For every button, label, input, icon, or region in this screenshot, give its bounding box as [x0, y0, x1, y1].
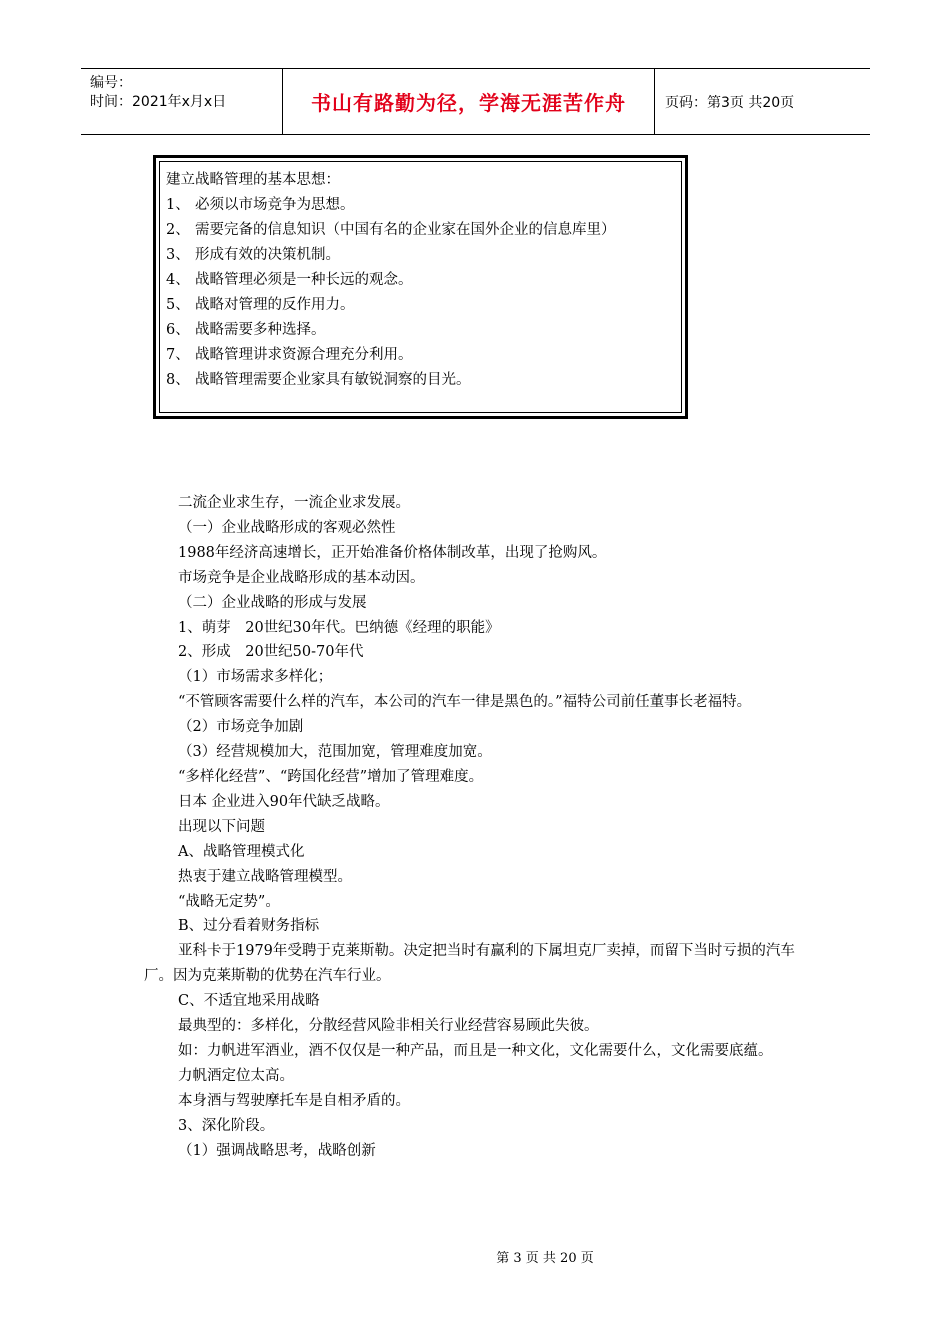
list-item: 7、 战略管理讲求资源合理充分利用。: [166, 347, 413, 363]
paragraph: （2）市场竞争加剧: [178, 719, 304, 736]
header-motto: 书山有路勤为径，学海无涯苦作舟: [283, 69, 655, 134]
number-label: 编号：: [90, 75, 132, 91]
date-label: 时间：2021年x月x日: [90, 94, 227, 110]
key-ideas-box: [153, 155, 688, 419]
paragraph: 最典型的：多样化，分散经营风险非相关行业经营容易顾此失彼。: [178, 1018, 599, 1035]
list-item: 6、 战略需要多种选择。: [166, 322, 326, 338]
paragraph: 3、深化阶段。: [178, 1117, 275, 1134]
paragraph: 亚科卡于1979年受聘于克莱斯勒。决定把当时有赢利的下属坦克厂卖掉，而留下当时亏损的汽车厂。因为克莱斯勒的优势在汽车行业。: [144, 943, 795, 985]
paragraph: 出现以下问题: [178, 818, 265, 835]
body-text: [144, 491, 809, 1163]
paragraph: 1、萌芽 20世纪30年代。巴纳德《经理的职能》: [178, 619, 500, 636]
paragraph: （1）市场需求多样化；: [178, 669, 333, 686]
paragraph: （一）企业战略形成的客观必然性: [178, 519, 396, 536]
paragraph: “多样化经营”、“跨国化经营”增加了管理难度。: [178, 768, 484, 785]
paragraph: A、战略管理模式化: [178, 843, 305, 860]
list-item: 2、 需要完备的信息知识（中国有名的企业家在国外企业的信息库里）: [166, 222, 616, 238]
paragraph: 热衷于建立战略管理模型。: [178, 868, 352, 885]
paragraph: 二流企业求生存，一流企业求发展。: [178, 495, 410, 511]
paragraph: 2、形成 20世纪50-70年代: [178, 644, 364, 661]
list-item: 1、 必须以市场竞争为思想。: [166, 197, 355, 213]
paragraph: C、不适宜地采用战略: [178, 993, 320, 1010]
header-page-info: 页码：第3页 共20页: [665, 94, 795, 111]
list-item: 3、 形成有效的决策机制。: [166, 247, 340, 263]
key-ideas-title: 建立战略管理的基本思想：: [166, 172, 340, 188]
header-meta: [81, 69, 283, 134]
paragraph: “不管顾客需要什么样的汽车，本公司的汽车一律是黑色的。”福特公司前任董事长老福特。: [178, 694, 752, 711]
footer-page-number: 第 3 页 共 20 页: [496, 1251, 594, 1266]
paragraph: “战略无定势”。: [178, 893, 280, 910]
list-item: 8、 战略管理需要企业家具有敏锐洞察的目光。: [166, 372, 471, 388]
paragraph: 市场竞争是企业战略形成的基本动因。: [178, 569, 425, 586]
paragraph: 如：力帆进军酒业，酒不仅仅是一种产品，而且是一种文化，文化需要什么，文化需要底蕴。: [178, 1042, 773, 1059]
page-footer: [0, 1247, 950, 1266]
paragraph: 1988年经济高速增长，正开始准备价格体制改革，出现了抢购风。: [178, 544, 607, 561]
paragraph: （二）企业战略的形成与发展: [178, 594, 367, 611]
page-header: [81, 68, 870, 135]
key-ideas-content: [159, 161, 682, 413]
paragraph: 本身酒与驾驶摩托车是自相矛盾的。: [178, 1092, 410, 1109]
paragraph: （3）经营规模加大，范围加宽，管理难度加宽。: [178, 744, 492, 761]
paragraph: B、过分看着财务指标: [178, 918, 320, 935]
list-item: 4、 战略管理必须是一种长远的观念。: [166, 272, 413, 288]
paragraph: 日本 企业进入90年代缺乏战略。: [178, 793, 390, 810]
paragraph: 力帆酒定位太高。: [178, 1067, 294, 1084]
paragraph: （1）强调战略思考，战略创新: [178, 1142, 376, 1159]
list-item: 5、 战略对管理的反作用力。: [166, 297, 355, 313]
